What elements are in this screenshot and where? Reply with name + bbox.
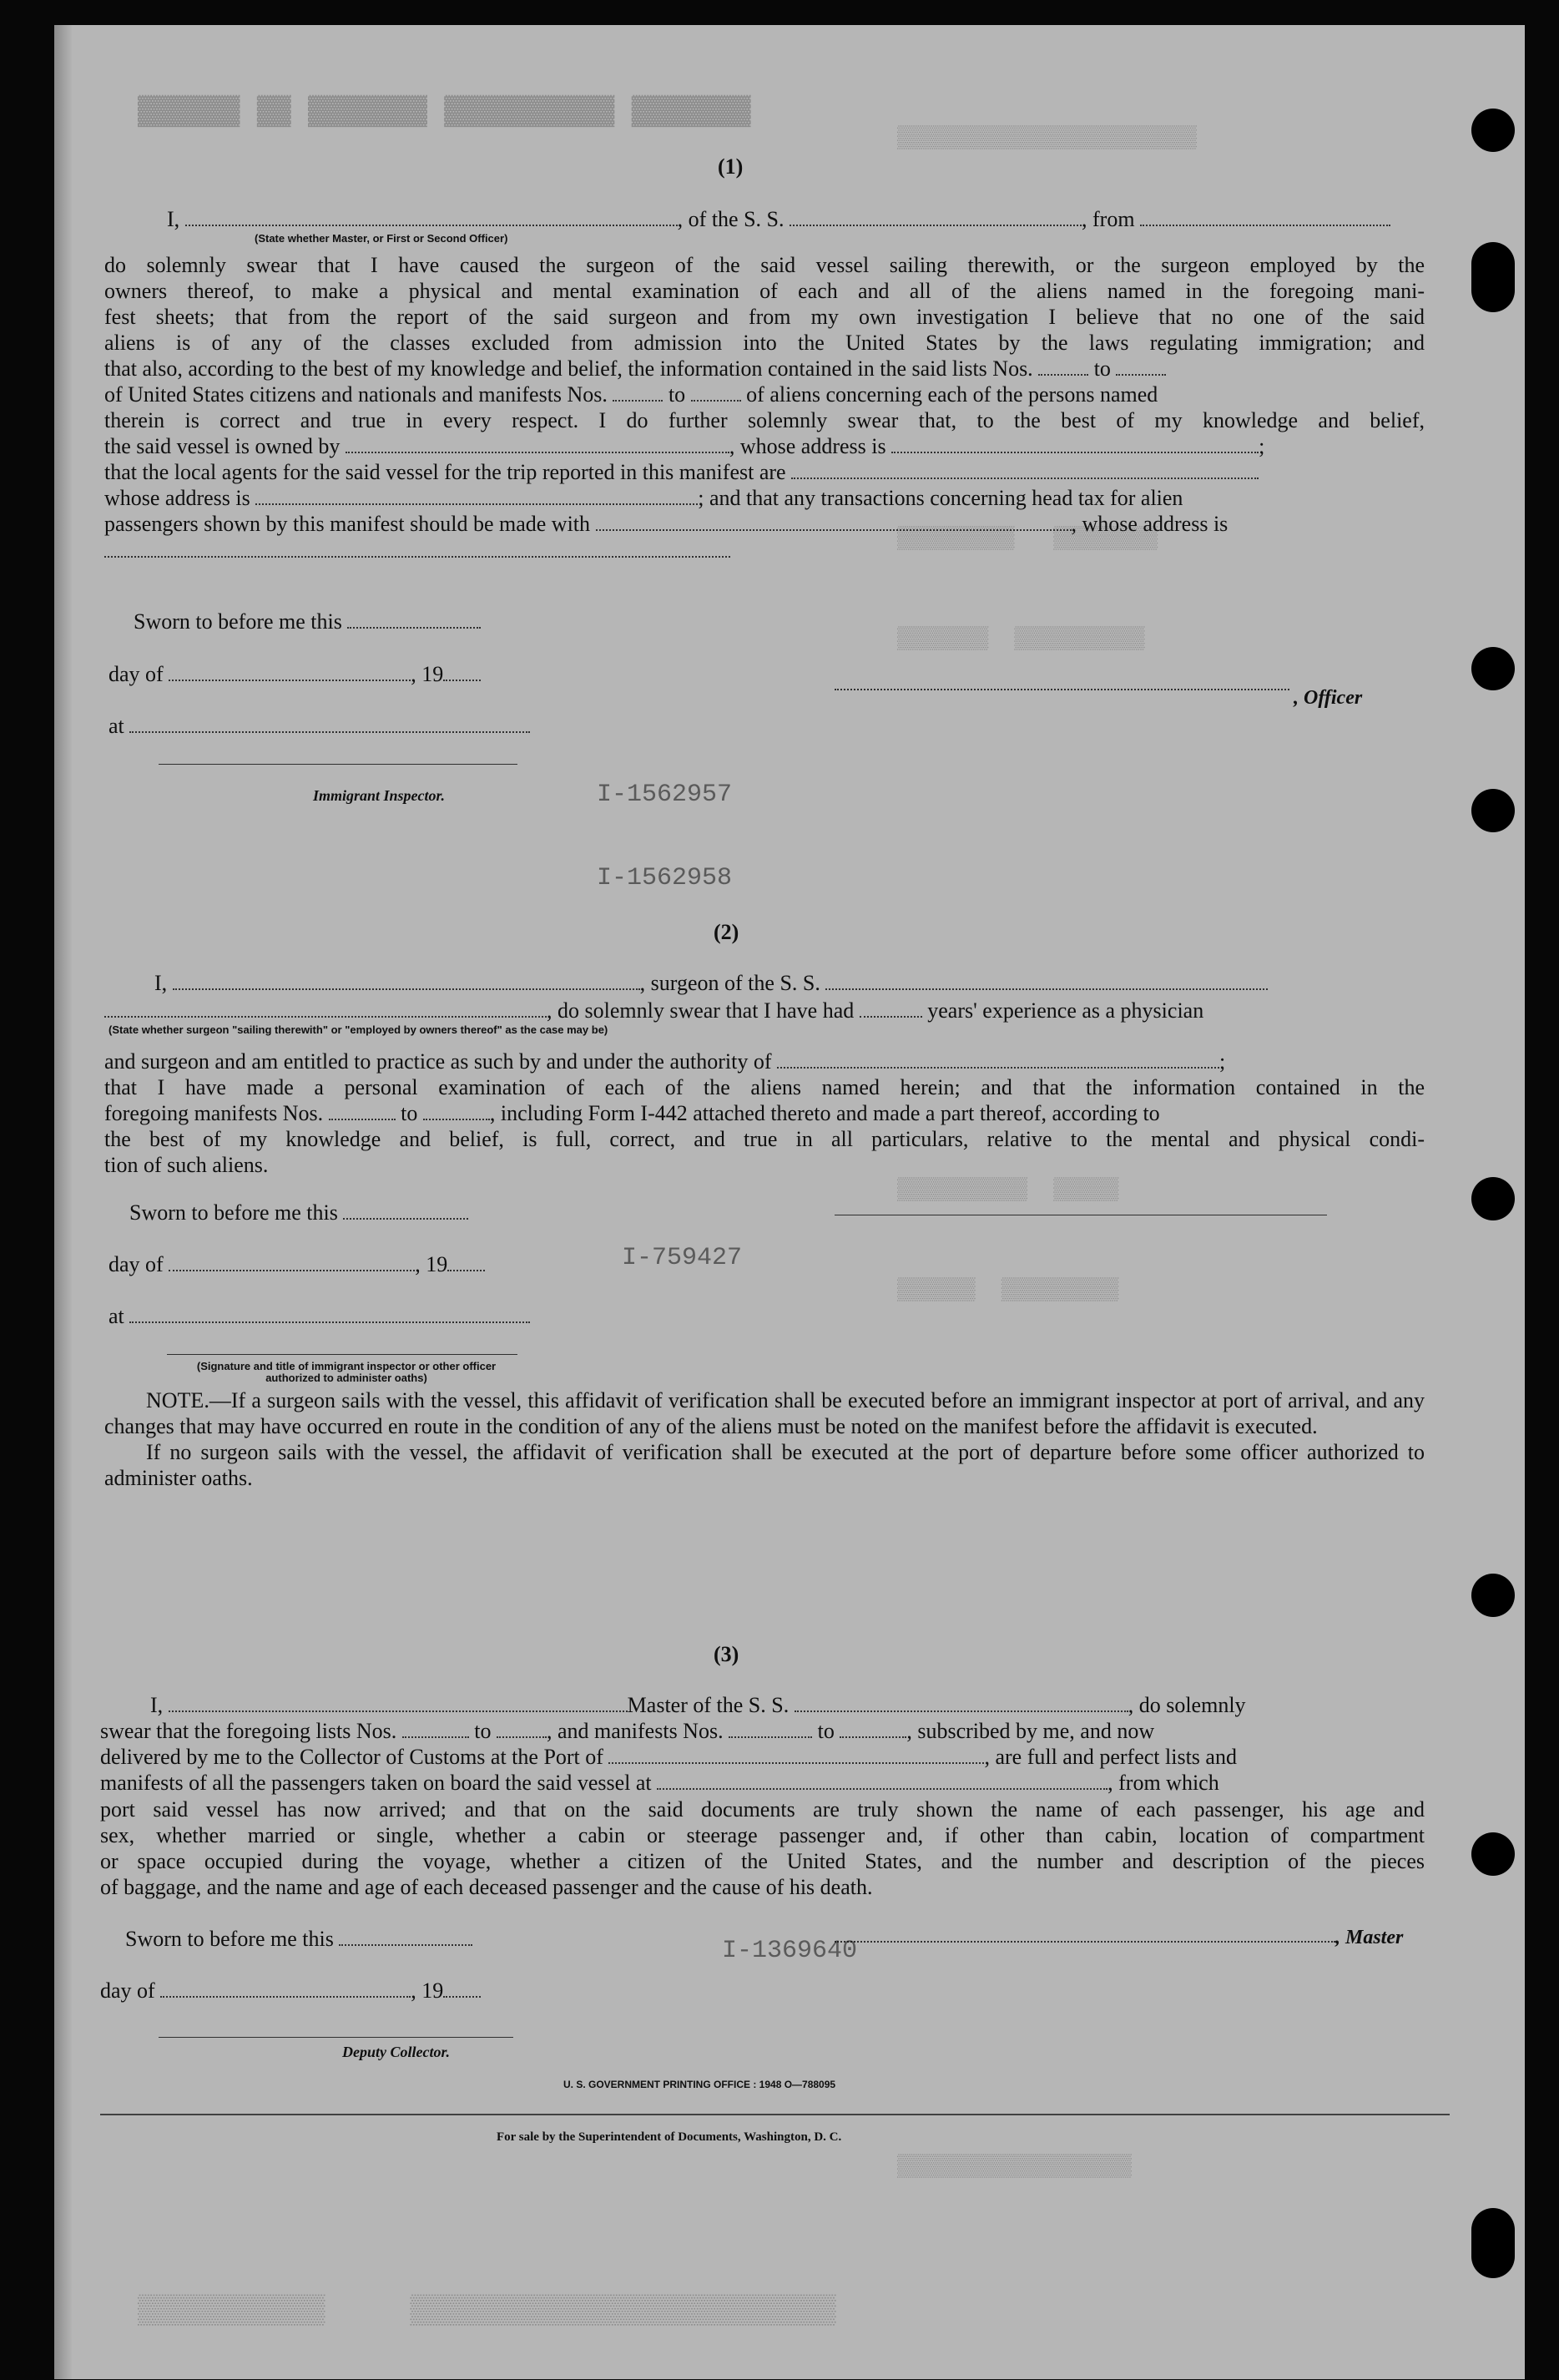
text: at: [108, 1304, 124, 1328]
paragraph-line: fest sheets; that from the report of the said surgeon and from my own investigation I believe that no one of the said: [104, 305, 1425, 329]
text: Master of the S. S.: [627, 1693, 790, 1717]
fill-line: [160, 1981, 411, 1998]
bleed-through-texture: ▒▒▒▒▒▒▒▒▒▒ ▒▒▒▒▒: [897, 1177, 1119, 1202]
inspector-signature-line: [167, 1354, 517, 1355]
binder-hole: [1471, 2208, 1515, 2278]
fill-line: [825, 973, 1268, 990]
section-3-line-4: [100, 1771, 1219, 1796]
fill-line: [173, 973, 640, 990]
officer-label: , Officer: [1294, 687, 1363, 709]
fill-line: [1116, 359, 1166, 376]
address-fill-line: [104, 556, 730, 558]
fill-line: [497, 1721, 547, 1738]
text: , surgeon of the S. S.: [639, 971, 820, 995]
paragraph-line: the best of my knowledge and belief, is full, correct, and true in all particulars, relative to the mental and physical condi-: [104, 1127, 1425, 1151]
text: , do solemnly swear that I have had: [547, 998, 855, 1023]
collector-signature-line: [159, 2037, 513, 2038]
fill-line: [129, 1306, 530, 1323]
fill-line: [347, 612, 481, 629]
text: , including Form I-442 attached thereto and made a part thereof, according to: [489, 1101, 1160, 1125]
paragraph-line: [104, 511, 1425, 537]
text: Sworn to before me this: [129, 1200, 338, 1225]
section-1-number: (1): [718, 154, 744, 179]
text: of United States citizens and nationals and manifests Nos.: [104, 382, 608, 407]
section-3-line-2: [100, 1719, 1154, 1744]
fill-line: [860, 1001, 922, 1018]
bleed-through-texture: ▒▒▒▒▒▒▒▒▒ ▒▒▒▒▒▒▒▒: [897, 526, 1158, 551]
text: whose address is: [104, 486, 250, 510]
text: to: [668, 382, 686, 407]
text: to: [817, 1719, 835, 1743]
section-1-body: [104, 252, 1425, 537]
text: manifests of all the passengers taken on board the said vessel at: [100, 1771, 652, 1795]
fill-line: [691, 385, 741, 402]
section-2-sworn: [129, 1200, 468, 1225]
section-2-number: (2): [714, 920, 739, 944]
signature-note: (Signature and title of immigrant inspector or other officer authorized to administer oaths): [196, 1360, 497, 1384]
text: , are full and perfect lists and: [984, 1745, 1237, 1769]
stamp-number: I-1562958: [597, 864, 733, 892]
text: I,: [154, 971, 168, 995]
note-text: —If a surgeon sails with the vessel, this affidavit of verification shall be executed before an immigrant inspector at port of arrival, and any changes that may have occurred en route in the condition of any of the aliens must be noted on the manifest before the affidavit is executed.: [104, 1388, 1425, 1438]
section-3-body: [100, 1796, 1425, 1900]
binder-hole: [1471, 242, 1515, 312]
section-1-sworn: [134, 609, 481, 634]
section-3-line-3: [100, 1745, 1237, 1770]
section-2-day: [108, 1252, 485, 1277]
paragraph-line: [104, 485, 1425, 511]
fill-line: [339, 1929, 472, 1946]
paragraph-line: sex, whether married or single, whether a cabin or steerage passenger and, if other than cabin, location of compartment: [100, 1823, 1425, 1847]
text: to: [401, 1101, 418, 1125]
section-2-at: [108, 1304, 530, 1329]
paragraph-line: do solemnly swear that I have caused the surgeon of the said vessel sailing therewith, or the surgeon employed by the: [104, 253, 1425, 277]
fill-line: [657, 1773, 1107, 1790]
fill-line: [185, 210, 678, 226]
section-2-line-2: [104, 998, 1203, 1023]
text: , and manifests Nos.: [547, 1719, 724, 1743]
text: swear that the foregoing lists Nos.: [100, 1719, 397, 1743]
paragraph-line: therein is correct and true in every respect. I do further solemnly swear that, to the best of my knowledge and belief,: [104, 408, 1425, 432]
binder-hole: [1471, 789, 1515, 832]
paragraph-line: of baggage, and the name and age of each deceased passenger and the cause of his death.: [100, 1875, 873, 1899]
fill-line: [104, 1001, 547, 1018]
paragraph-line: [104, 459, 1425, 485]
note-label: NOTE.: [146, 1388, 209, 1412]
text: of aliens concerning each of the persons named: [746, 382, 1158, 407]
text: passengers shown by this manifest should be made with: [104, 512, 591, 536]
text: , do solemnly: [1128, 1693, 1246, 1717]
stamp-number: I-759427: [622, 1244, 743, 1272]
sale-notice: For sale by the Superintendent of Documents, Washington, D. C.: [497, 2130, 842, 2144]
fill-line: [443, 1981, 481, 1998]
note-paragraph-2: If no surgeon sails with the vessel, the affidavit of verification shall be executed at the port of departure before some officer authorized to administer oaths.: [104, 1440, 1425, 1490]
fill-line: [1038, 359, 1088, 376]
paragraph-line: the said vessel is owned by , whose address is ;: [104, 434, 1265, 458]
fill-line: [790, 210, 1082, 226]
text: years' experience as a physician: [927, 998, 1204, 1023]
fill-line: [343, 1203, 468, 1220]
paragraph-line: aliens is of any of the classes excluded from admission into the United States by the laws regulating immigration; and: [104, 331, 1425, 355]
text: , from which: [1107, 1771, 1219, 1795]
fill-line: [169, 1255, 415, 1271]
fill-line: [443, 664, 481, 681]
text: day of: [108, 1252, 164, 1276]
text: , 19: [411, 1978, 444, 2003]
text: Sworn to before me this: [134, 609, 342, 634]
bleed-through-texture: ▒▒▒▒▒▒▒▒▒▒▒▒▒▒▒▒▒▒: [897, 2154, 1132, 2179]
fill-line: [613, 385, 663, 402]
paragraph-line: port said vessel has now arrived; and that on the said documents are truly shown the name of each passenger, his age and: [100, 1797, 1425, 1822]
text: , from: [1082, 207, 1135, 231]
binder-hole: [1471, 1832, 1515, 1876]
text: and surgeon and am entitled to practice as such by and under the authority of: [104, 1049, 772, 1074]
binder-hole: [1471, 647, 1515, 690]
paragraph-line: or space occupied during the voyage, whether a citizen of the United States, and the number and description of the pieces: [100, 1849, 1425, 1873]
fill-line: [891, 437, 1259, 453]
bleed-through-texture: ▒▒▒▒▒▒▒ ▒▒▒▒▒▒▒▒▒▒: [897, 626, 1145, 651]
fill-line: [329, 1104, 396, 1120]
fill-line: [596, 514, 1072, 531]
text: , subscribed by me, and now: [906, 1719, 1155, 1743]
fill-line: [402, 1721, 469, 1738]
text: ; and that any transactions concerning head tax for alien: [698, 486, 1183, 510]
inspector-label: Immigrant Inspector.: [313, 787, 446, 804]
text: the said vessel is owned by: [104, 434, 341, 458]
fill-line: [169, 1695, 628, 1712]
section-3-number: (3): [714, 1642, 739, 1666]
page-edge-shadow: [54, 25, 73, 2379]
paragraph-line: tion of such aliens.: [104, 1153, 269, 1177]
fill-line: [840, 1721, 906, 1738]
gpo-imprint: U. S. GOVERNMENT PRINTING OFFICE : 1948 O—788095: [563, 2079, 836, 2090]
officer-signature-line: [835, 689, 1289, 690]
paragraph-line: that I have made a personal examination of each of the aliens named herein; and that the information contained in the: [104, 1075, 1425, 1099]
fill-line: [255, 488, 698, 505]
binder-hole: [1471, 1574, 1515, 1617]
binder-hole: [1471, 109, 1515, 152]
text: day of: [108, 662, 164, 686]
text: I,: [150, 1693, 164, 1717]
note-paragraph: [104, 1387, 1425, 1439]
fill-line: [169, 664, 411, 681]
paragraph-line: and surgeon and am entitled to practice as such by and under the authority of ;: [104, 1049, 1226, 1074]
section-1-at: [108, 714, 530, 739]
fill-line: [777, 1052, 1219, 1069]
master-signature-line: [835, 1941, 1335, 1943]
stamp-number: I-1369640: [722, 1937, 858, 1965]
bleed-through-texture: ▒▒▒▒▒▒▒▒▒▒▒ ▒▒▒▒▒▒▒▒▒▒▒▒▒▒▒▒▒▒▒▒▒▒▒▒▒: [138, 2296, 836, 2327]
section-3-sworn: [125, 1927, 472, 1952]
section-2-note-paragraph: [104, 1387, 1425, 1491]
section-3-day: [100, 1978, 481, 2004]
fill-line: [447, 1255, 485, 1271]
section-3-line-1: [150, 1693, 1246, 1718]
binder-hole: [1471, 1177, 1515, 1220]
manifest-page: [54, 25, 1525, 2379]
section-1-line-1: [167, 207, 1390, 232]
section-2-body: [104, 1049, 1425, 1178]
fill-line: [791, 462, 1259, 479]
text: , of the S. S.: [677, 207, 785, 231]
text: day of: [100, 1978, 155, 2003]
fill-line: [729, 1721, 812, 1738]
fill-line: [346, 437, 729, 453]
text: foregoing manifests Nos.: [104, 1101, 324, 1125]
inspector-signature-line: [159, 764, 517, 765]
fill-line: [129, 716, 530, 733]
text: that the local agents for the said vessel for the trip reported in this manifest are: [104, 460, 786, 484]
text: , whose address is: [1071, 512, 1229, 536]
fill-line: [608, 1747, 984, 1764]
section-2-note: (State whether surgeon "sailing therewith" or "employed by owners thereof" as the case may be): [108, 1023, 608, 1036]
fill-line: [1140, 210, 1390, 226]
bleed-through-texture: ▓▓▓▓▓▓ ▓▓ ▓▓▓▓▓▓▓ ▓▓▓▓▓▓▓▓▓▓ ▓▓▓▓▓▓▓: [138, 96, 751, 128]
text: , whose address is: [729, 434, 886, 458]
bleed-through-texture: ▒▒▒▒▒▒ ▒▒▒▒▒▒▒▒▒: [897, 1277, 1119, 1302]
text: that also, according to the best of my knowledge and belief, the information contained in the said lists Nos.: [104, 356, 1033, 381]
fill-line: [795, 1695, 1128, 1712]
collector-label: Deputy Collector.: [342, 2044, 450, 2060]
text: delivered by me to the Collector of Customs at the Port of: [100, 1745, 603, 1769]
text: , 19: [411, 662, 444, 686]
stamp-number: I-1562957: [597, 781, 733, 809]
text: , 19: [415, 1252, 448, 1276]
bleed-through-texture: ▒▒▒▒▒▒▒▒▒▒▒▒▒▒▒▒▒▒▒▒▒▒▒: [897, 125, 1197, 150]
paragraph-line: [104, 356, 1425, 382]
text: to: [1093, 356, 1111, 381]
section-1-note: (State whether Master, or First or Second Officer): [255, 232, 508, 245]
text: I,: [167, 207, 180, 231]
master-label: , Master: [1335, 1927, 1404, 1948]
paragraph-line: [104, 382, 1425, 407]
paragraph-line: owners thereof, to make a physical and mental examination of each and all of the aliens named in the foregoing mani-: [104, 279, 1425, 303]
fill-line: [423, 1104, 490, 1120]
section-1-day: [108, 662, 481, 687]
text: at: [108, 714, 124, 738]
text: to: [474, 1719, 492, 1743]
text: Sworn to before me this: [125, 1927, 334, 1951]
section-2-line-1: [154, 971, 1268, 996]
paragraph-line: [104, 1100, 1425, 1126]
footer-rule: [100, 2114, 1450, 2115]
